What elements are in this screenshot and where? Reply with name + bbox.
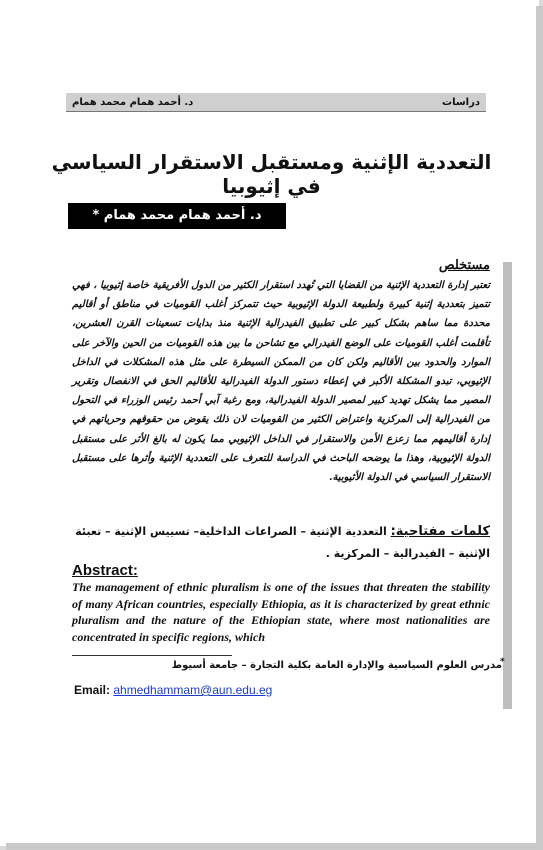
- header-author-name: د. أحمد همام محمد همام: [72, 96, 194, 108]
- page-shadow-right: [536, 6, 543, 850]
- journal-section-label: دراسات: [442, 96, 480, 108]
- arabic-abstract: [72, 256, 490, 487]
- email-link[interactable]: ahmedhammam@aun.edu.eg: [113, 683, 273, 697]
- page-shadow-bottom: [6, 843, 543, 850]
- keywords-text: التعددية الإثنية – الصراعات الداخلية– تسييس الإثنية – تعبئة الإثنية – الفيدرالية – المركزية .: [75, 525, 490, 560]
- running-header: [66, 93, 486, 112]
- footnote-divider: [72, 655, 232, 656]
- keywords-label: كلمات مفتاحية:: [390, 524, 490, 539]
- arabic-abstract-heading: مستخلص: [438, 258, 490, 273]
- paper-title: التعددية الإثنية ومستقبل الاستقرار السياسي في إثيوبيا: [51, 150, 492, 198]
- author-affiliation-footnote: مدرس العلوم السياسية والإدارة العامة بكلية التجارة – جامعة أسيوط: [171, 660, 502, 671]
- footnote-marker: *: [500, 657, 505, 667]
- email-label: Email:: [74, 683, 111, 697]
- author-email-line: [74, 683, 272, 697]
- english-abstract-text: The management of ethnic pluralism is one of the issues that threaten the stability of many African countries, especially Ethiopia, as it is characterized by great ethnic pluralism and the nature of the Ethiopian state, where most nationalities are concentrated in specific regions, which: [72, 580, 490, 644]
- arabic-keywords: [72, 521, 490, 565]
- author-banner: د. أحمد همام محمد همام *: [68, 203, 286, 229]
- english-abstract-heading: Abstract:: [72, 562, 138, 579]
- arabic-abstract-text: تعتبر إدارة التعددية الإثنية من القضايا التي تُهدد استقرار الكثير من الدول الأفريقية خاصة إثيوبيا ، فهي تتميز بتعددية إثنية كبيرة ولطبيعة الدولة الإثيوبية حيث تتمركز أغلب القوميات في مناطق أو أقاليم محددة مما ساهم بشكل كبير على تطبيق الفيدرالية الإثنية منذ بدايات تسعينات القرن العشرين، تأقلمت أغلب القوميات على الوضع الفيدرالي مع تشاحن ما بين هذه القوميات من الحين والآخر على الموارد والحدود بين الأقاليم ولكن كان من الممكن السيطرة على مثل هذه المشكلات في الداخل الإثيوبي، تبدو المشكلة الأكبر في إعطاء دستور الدولة الفيدرالية للأقاليم الحق في الانفصال وتقرير المصير مما يشكل تهديد كبير لمصير الدولة الفيدرالية، ومع رغبة آبي أحمد رئيس الوزراء في التحول من الفيدرالية إلى المركزية واعتراض الكثير من القوميات لان ذلك يقوض من حقوقهم وحرياتهم في إدارة أقاليمهم مما زعزع الأمن والاستقرار في الداخل الإثيوبي مما يكون له بالغ الأثر على مستقبل الدولة الإثيوبية، وهذا ما يوضحه الباحث في الدراسة للتعرف على التعددية الإثنية وأثرها على مستقبل الاستقرار السياسي في الدولة الأثيوبية.: [72, 280, 491, 484]
- side-decorative-rule: [503, 262, 512, 709]
